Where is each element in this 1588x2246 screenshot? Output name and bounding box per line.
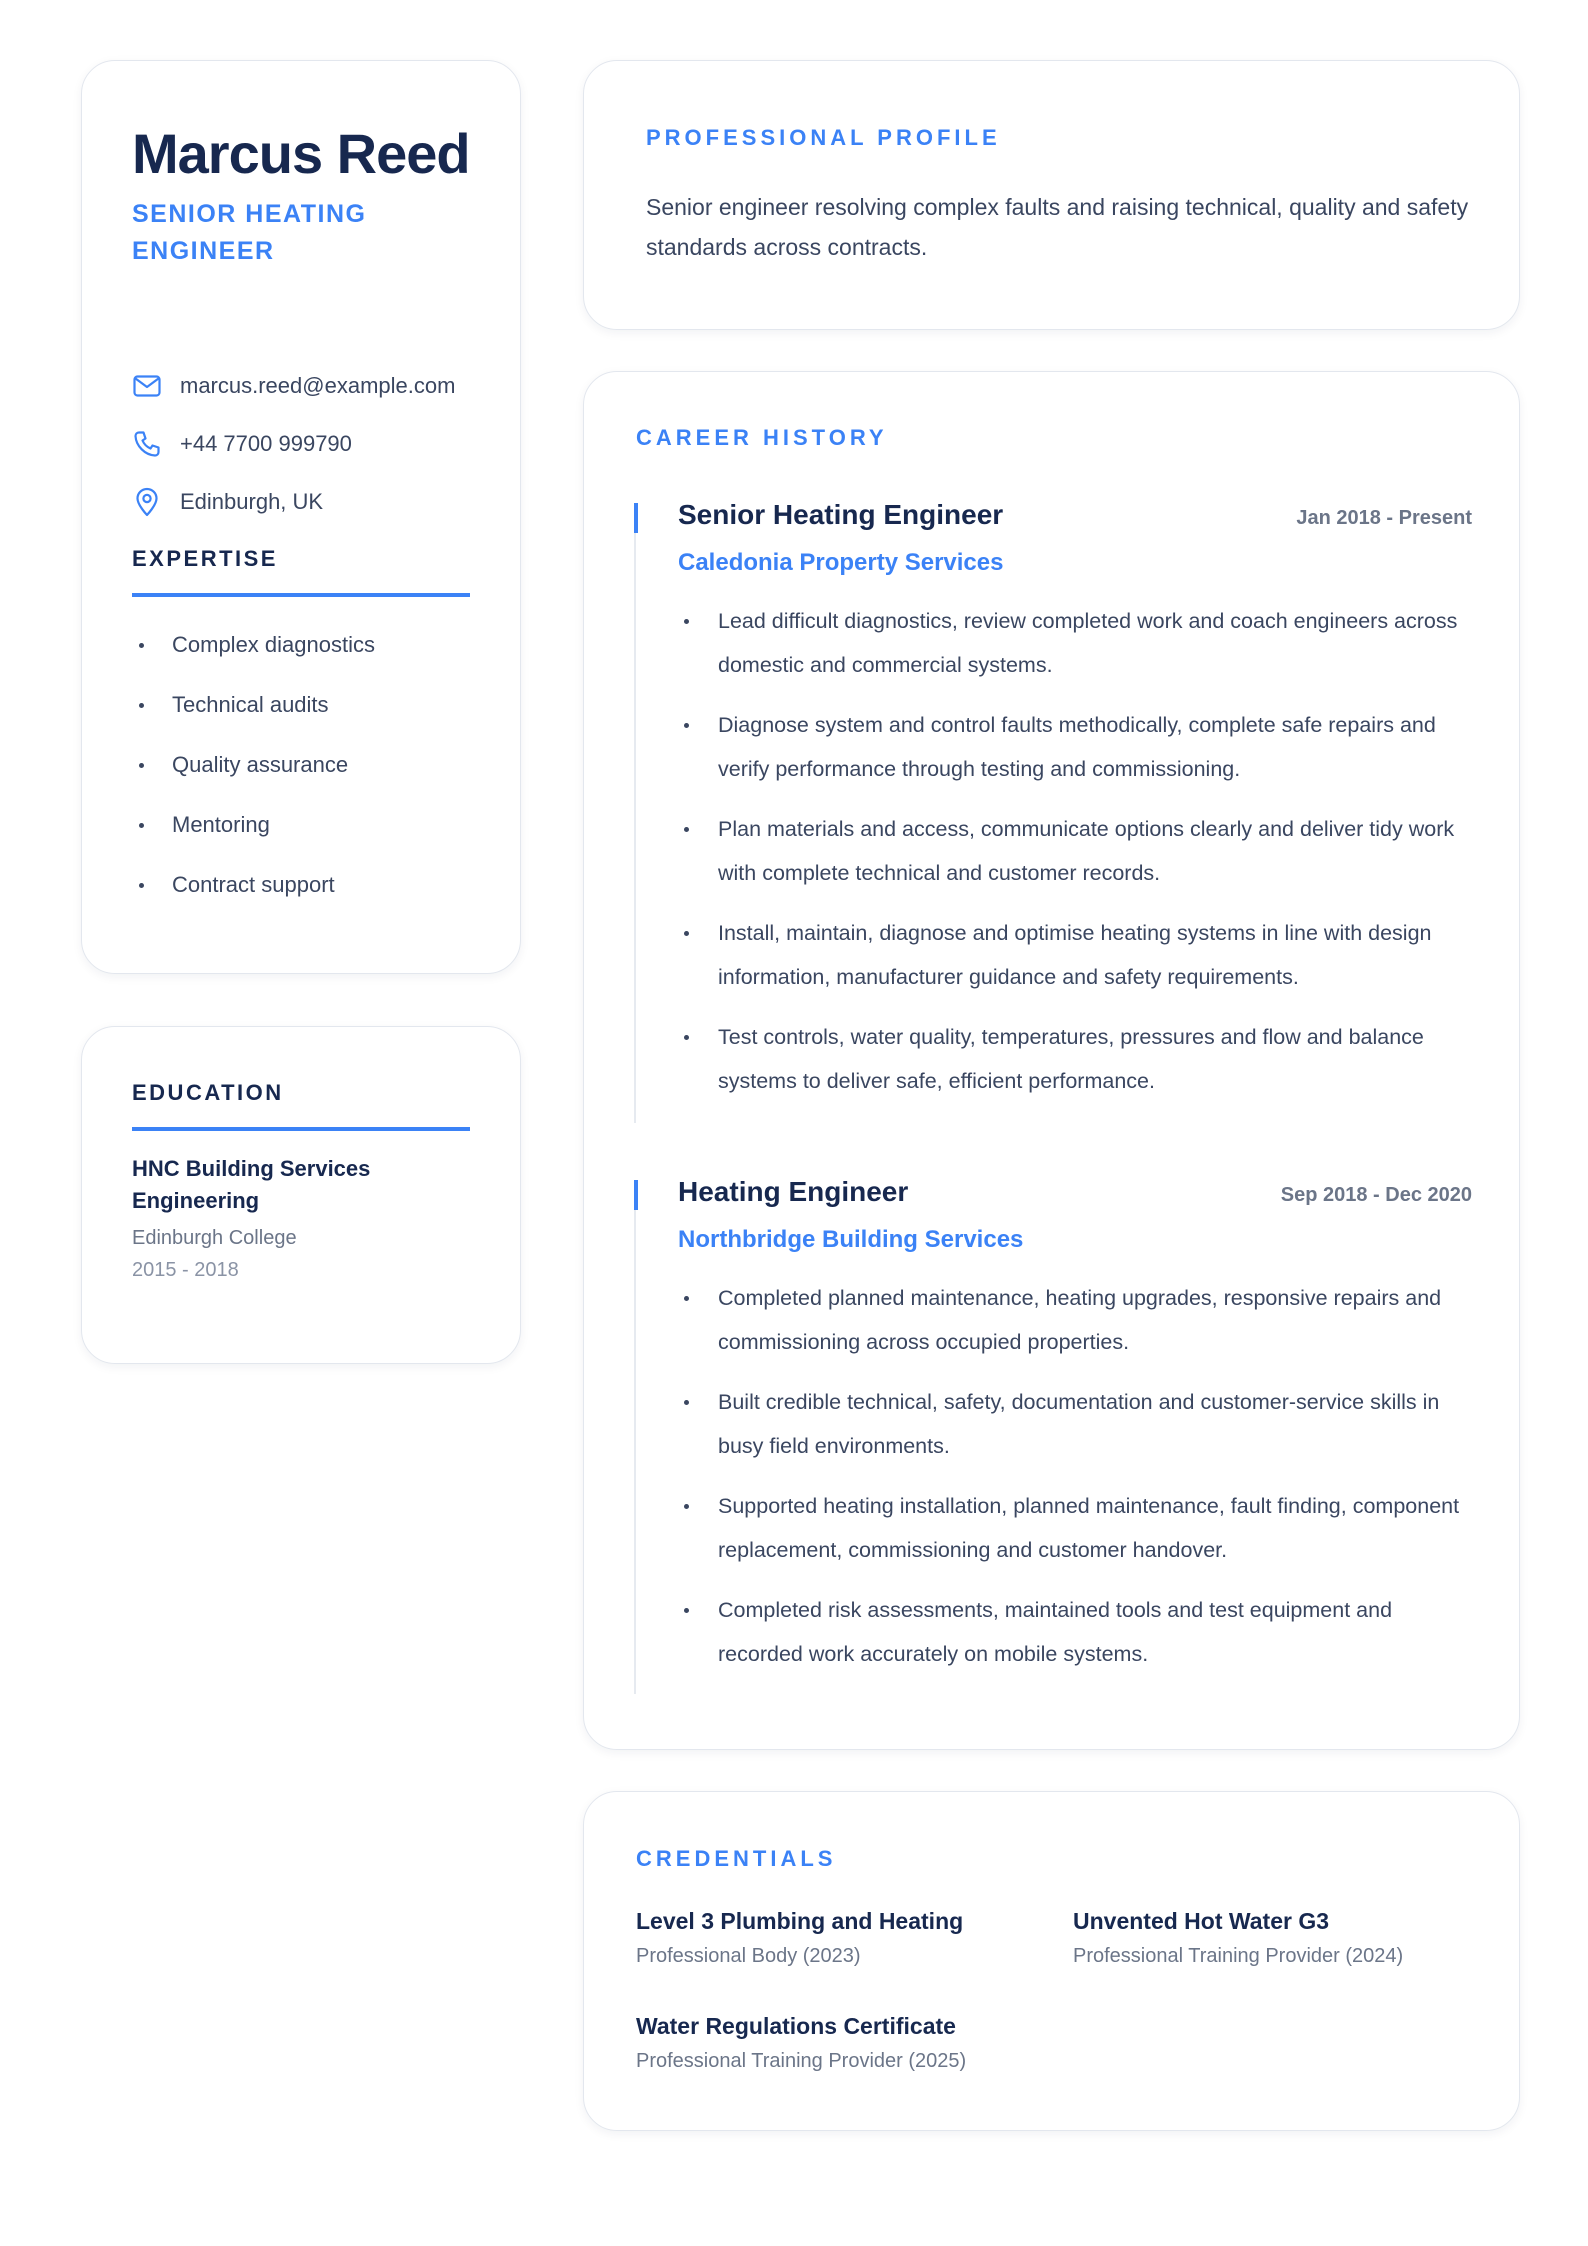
bullet-text: Completed planned maintenance, heating upgrades, responsive repairs and commissioning across occupied properties. <box>718 1286 1442 1354</box>
expertise-heading: EXPERTISE <box>132 546 278 571</box>
bullet-dot <box>139 883 144 888</box>
timeline-marker <box>634 1180 638 1210</box>
bullet-dot <box>684 827 689 832</box>
job-dates: Sep 2018 - Dec 2020 <box>1280 1184 1472 1206</box>
bullet-dot <box>139 703 144 708</box>
job-role: Senior Heating Engineer <box>678 499 1004 530</box>
phone-icon <box>132 429 162 459</box>
bullet-text: Test controls, water quality, temperatures, pressures and flow and balance systems to deliver safe, efficient performance. <box>718 1025 1424 1093</box>
job-dates: Jan 2018 - Present <box>1296 507 1472 529</box>
bullet-dot <box>684 1504 689 1509</box>
education-school: Edinburgh College <box>132 1227 297 1249</box>
credentials-heading: CREDENTIALS <box>636 1846 837 1871</box>
education-card <box>81 1026 521 1364</box>
skill-label: Technical audits <box>172 692 329 717</box>
credential-meta: Professional Training Provider (2024) <box>1073 1945 1404 1967</box>
list-item <box>678 1015 1478 1103</box>
bullet-dot <box>684 931 689 936</box>
skill-label: Complex diagnostics <box>172 632 375 657</box>
job-entry <box>634 499 1474 1123</box>
job-role: Heating Engineer <box>678 1176 909 1207</box>
list-item <box>678 1276 1478 1364</box>
skill-label: Quality assurance <box>172 752 349 777</box>
bullet-text: Built credible technical, safety, documentation and customer-service skills in busy field environments. <box>718 1390 1440 1458</box>
credential-name: Level 3 Plumbing and Heating <box>636 1908 964 1934</box>
bullet-text: Plan materials and access, communicate options clearly and deliver tidy work with complete technical and customer records. <box>718 817 1455 885</box>
person-name: Marcus Reed <box>132 122 470 185</box>
email-text: marcus.reed@example.com <box>180 373 456 398</box>
list-item <box>678 807 1478 895</box>
bullet-text: Diagnose system and control faults methodically, complete safe repairs and verify performance through testing and commissioning. <box>718 713 1436 781</box>
mail-icon <box>132 371 162 401</box>
education-divider <box>132 1127 470 1131</box>
bullet-dot <box>684 1608 689 1613</box>
job-entry <box>634 1176 1474 1694</box>
timeline-line <box>634 503 636 1123</box>
bullet-dot <box>684 619 689 624</box>
list-item <box>132 675 375 735</box>
education-degree: HNC Building Services Engineering <box>132 1156 371 1213</box>
job-company: Northbridge Building Services <box>678 1226 1024 1253</box>
location-text: Edinburgh, UK <box>180 489 324 514</box>
credential-name: Unvented Hot Water G3 <box>1073 1908 1330 1934</box>
expertise-list <box>132 615 375 915</box>
bullet-dot <box>684 1296 689 1301</box>
bullet-text: Completed risk assessments, maintained tools and test equipment and recorded work accurately on mobile systems. <box>718 1598 1393 1666</box>
list-item <box>678 599 1478 687</box>
timeline-marker <box>634 503 638 533</box>
job-bullets <box>678 1276 1478 1692</box>
career-card <box>583 371 1520 1750</box>
profile-card <box>583 60 1520 330</box>
bullet-dot <box>139 763 144 768</box>
job-bullets <box>678 599 1478 1119</box>
bullet-dot <box>139 643 144 648</box>
bullet-text: Supported heating installation, planned maintenance, fault finding, component replacement, commissioning and customer handover. <box>718 1494 1460 1562</box>
bullet-dot <box>139 823 144 828</box>
bullet-text: Install, maintain, diagnose and optimise heating systems in line with design information, manufacturer guidance and safety requirements. <box>718 921 1432 989</box>
list-item <box>132 615 375 675</box>
skill-label: Contract support <box>172 872 335 897</box>
list-item <box>678 703 1478 791</box>
contact-location <box>132 485 492 519</box>
skill-label: Mentoring <box>172 812 270 837</box>
credential-meta: Professional Body (2023) <box>636 1945 861 1967</box>
education-heading: EDUCATION <box>132 1080 284 1105</box>
bullet-dot <box>684 723 689 728</box>
credential-name: Water Regulations Certificate <box>636 2013 956 2039</box>
credential-item <box>636 2013 1056 2073</box>
list-item <box>132 735 375 795</box>
bullet-text: Lead difficult diagnostics, review completed work and coach engineers across domestic and commercial systems. <box>718 609 1458 677</box>
list-item <box>678 911 1478 999</box>
profile-summary: Senior engineer resolving complex faults and raising technical, quality and safety standards across contracts. <box>646 194 1469 260</box>
credential-item <box>636 1908 1056 1968</box>
bullet-dot <box>684 1035 689 1040</box>
job-company: Caledonia Property Services <box>678 549 1004 576</box>
list-item <box>678 1380 1478 1468</box>
list-item <box>678 1588 1478 1676</box>
location-pin-icon <box>132 487 162 517</box>
timeline-line <box>634 1180 636 1694</box>
credential-item <box>1073 1908 1493 1968</box>
person-title: SENIOR HEATING ENGINEER <box>132 200 367 265</box>
list-item <box>678 1484 1478 1572</box>
career-heading: CAREER HISTORY <box>636 425 888 450</box>
list-item <box>132 855 375 915</box>
credential-meta: Professional Training Provider (2025) <box>636 2050 967 2072</box>
education-years: 2015 - 2018 <box>132 1259 239 1281</box>
contact-phone[interactable] <box>132 427 492 461</box>
list-item <box>132 795 375 855</box>
bullet-dot <box>684 1400 689 1405</box>
contact-email[interactable] <box>132 369 492 403</box>
expertise-divider <box>132 593 470 597</box>
phone-text: +44 7700 999790 <box>180 431 352 456</box>
profile-heading: PROFESSIONAL PROFILE <box>646 125 1001 150</box>
credentials-card <box>583 1791 1520 2131</box>
identity-card <box>81 60 521 974</box>
